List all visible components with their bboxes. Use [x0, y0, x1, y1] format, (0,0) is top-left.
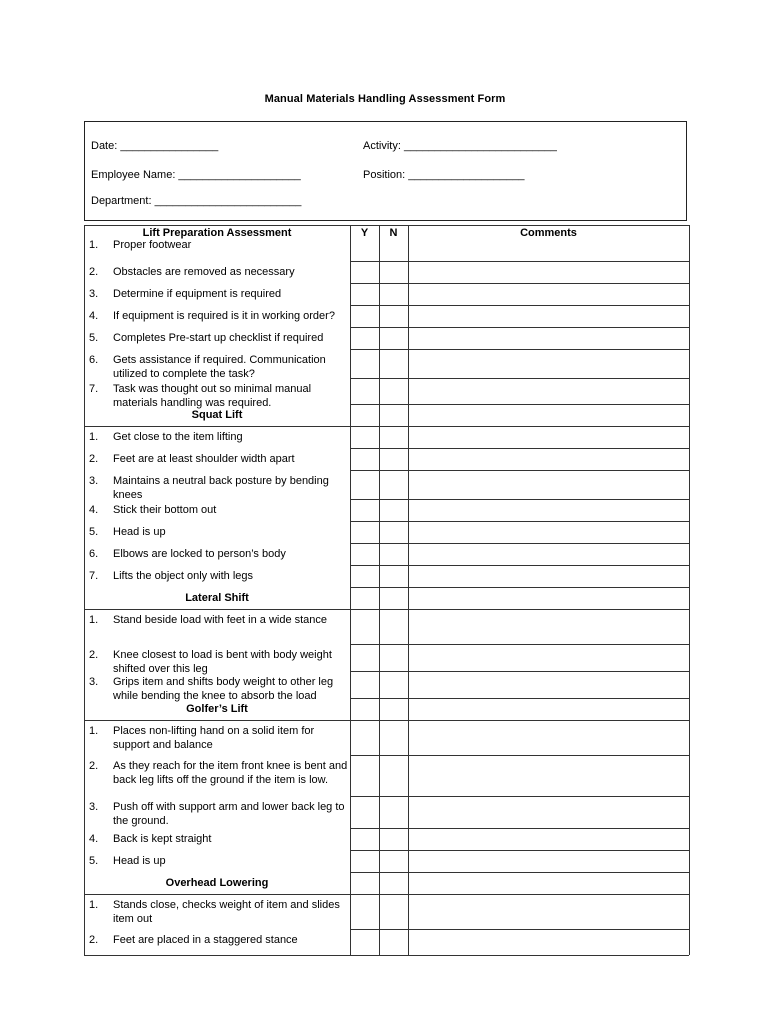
department-field[interactable]: Department: ________________________: [91, 195, 302, 207]
item-number: 4.: [89, 310, 99, 322]
item-text: Feet are placed in a staggered stance: [113, 934, 298, 946]
activity-field[interactable]: Activity: _________________________: [363, 140, 557, 152]
yes-checkbox-cell[interactable]: [351, 226, 378, 260]
no-checkbox-cell[interactable]: [380, 544, 407, 564]
yes-column-header: Y: [360, 227, 369, 239]
no-checkbox-cell[interactable]: [380, 756, 407, 795]
item-text: Places non-lifting hand on a solid item for support and balance: [113, 725, 315, 751]
item-text: As they reach for the item front knee is bent and back leg lifts off the ground if the item is low.: [113, 760, 348, 786]
yes-checkbox-cell[interactable]: [351, 328, 378, 348]
yes-checkbox-cell[interactable]: [351, 756, 378, 795]
item-number: 1.: [89, 725, 99, 737]
comments-cell[interactable]: [409, 522, 688, 542]
no-checkbox-cell[interactable]: [380, 566, 407, 586]
item-text: Get close to the item lifting: [113, 431, 243, 443]
no-checkbox-cell[interactable]: [380, 284, 407, 304]
item-number: 4.: [89, 833, 99, 845]
row-divider: [350, 404, 689, 405]
yes-checkbox-cell[interactable]: [351, 379, 378, 403]
yes-checkbox-cell[interactable]: [351, 471, 378, 498]
no-checkbox-cell[interactable]: [380, 306, 407, 326]
employee-info-box: [84, 121, 687, 221]
yes-checkbox-cell[interactable]: [351, 851, 378, 871]
comments-cell[interactable]: [409, 672, 688, 697]
yes-checkbox-cell[interactable]: [351, 449, 378, 469]
yes-checkbox-cell[interactable]: [351, 829, 378, 849]
no-column-header: N: [389, 227, 398, 239]
item-number: 3.: [89, 676, 99, 688]
item-text: Feet are at least shoulder width apart: [113, 453, 295, 465]
no-checkbox-cell[interactable]: [380, 645, 407, 670]
item-number: 5.: [89, 526, 99, 538]
comments-cell[interactable]: [409, 645, 688, 670]
row-divider: [350, 872, 689, 873]
item-number: 3.: [89, 475, 99, 487]
yes-checkbox-cell[interactable]: [351, 645, 378, 670]
comments-cell[interactable]: [409, 328, 688, 348]
comments-cell[interactable]: [409, 851, 688, 871]
comments-cell[interactable]: [409, 797, 688, 827]
item-text: If equipment is required is it in working order?: [113, 310, 335, 322]
yes-checkbox-cell[interactable]: [351, 672, 378, 697]
item-text: Obstacles are removed as necessary: [113, 266, 295, 278]
item-number: 1.: [89, 239, 99, 251]
comments-cell[interactable]: [409, 350, 688, 377]
comments-cell[interactable]: [409, 471, 688, 498]
yes-checkbox-cell[interactable]: [351, 721, 378, 754]
comments-cell[interactable]: [409, 895, 688, 928]
yes-checkbox-cell[interactable]: [351, 350, 378, 377]
no-checkbox-cell[interactable]: [380, 262, 407, 282]
comments-cell[interactable]: [409, 721, 688, 754]
section-title: Lateral Shift: [185, 592, 249, 604]
item-text: Maintains a neutral back posture by bending knees: [113, 475, 329, 501]
item-number: 2.: [89, 760, 99, 772]
assessment-column-header: Lift Preparation Assessment: [142, 227, 292, 239]
item-text: Lifts the object only with legs: [113, 570, 254, 582]
date-field[interactable]: Date: ________________: [91, 140, 219, 152]
yes-checkbox-cell[interactable]: [351, 522, 378, 542]
no-checkbox-cell[interactable]: [380, 851, 407, 871]
comments-cell[interactable]: [409, 610, 688, 643]
column-divider: [350, 225, 351, 955]
yes-checkbox-cell[interactable]: [351, 500, 378, 520]
item-text: Stands close, checks weight of item and slides item out: [113, 899, 340, 925]
form-title: Manual Materials Handling Assessment Form: [264, 93, 506, 105]
employee-name-field[interactable]: Employee Name: ____________________: [91, 169, 301, 181]
item-number: 7.: [89, 570, 99, 582]
no-checkbox-cell[interactable]: [380, 522, 407, 542]
item-number: 2.: [89, 934, 99, 946]
yes-checkbox-cell[interactable]: [351, 895, 378, 928]
no-checkbox-cell[interactable]: [380, 226, 407, 260]
yes-checkbox-cell[interactable]: [351, 306, 378, 326]
column-divider: [408, 225, 409, 955]
item-number: 6.: [89, 548, 99, 560]
item-text: Proper footwear: [113, 239, 192, 251]
item-text: Head is up: [113, 855, 166, 867]
item-text: Completes Pre-start up checklist if required: [113, 332, 324, 344]
item-number: 6.: [89, 354, 99, 366]
item-number: 5.: [89, 855, 99, 867]
item-text: Elbows are locked to person’s body: [113, 548, 286, 560]
item-text: Grips item and shifts body weight to other leg while bending the knee to absorb the load: [113, 676, 334, 702]
item-text: Head is up: [113, 526, 166, 538]
comments-cell[interactable]: [409, 262, 688, 282]
item-number: 1.: [89, 614, 99, 626]
no-checkbox-cell[interactable]: [380, 721, 407, 754]
comments-cell[interactable]: [409, 544, 688, 564]
no-checkbox-cell[interactable]: [380, 379, 407, 403]
item-text: Task was thought out so minimal manual materials handling was required.: [113, 383, 312, 409]
comments-cell[interactable]: [409, 829, 688, 849]
row-divider: [350, 698, 689, 699]
item-number: 5.: [89, 332, 99, 344]
comments-cell[interactable]: [409, 379, 688, 403]
item-text: Stand beside load with feet in a wide stance: [113, 614, 328, 626]
item-text: Back is kept straight: [113, 833, 212, 845]
no-checkbox-cell[interactable]: [380, 930, 407, 954]
yes-checkbox-cell[interactable]: [351, 566, 378, 586]
item-text: Gets assistance if required. Communication utilized to complete the task?: [113, 354, 326, 380]
comments-cell[interactable]: [409, 930, 688, 954]
yes-checkbox-cell[interactable]: [351, 427, 378, 447]
yes-checkbox-cell[interactable]: [351, 930, 378, 954]
item-text: Knee closest to load is bent with body weight shifted over this leg: [113, 649, 332, 675]
item-number: 3.: [89, 288, 99, 300]
yes-checkbox-cell[interactable]: [351, 544, 378, 564]
comments-cell[interactable]: [409, 449, 688, 469]
item-number: 1.: [89, 899, 99, 911]
no-checkbox-cell[interactable]: [380, 500, 407, 520]
section-title: Squat Lift: [191, 409, 243, 421]
item-number: 2.: [89, 266, 99, 278]
item-number: 4.: [89, 504, 99, 516]
item-number: 2.: [89, 649, 99, 661]
yes-checkbox-cell[interactable]: [351, 797, 378, 827]
table-left-border: [84, 225, 85, 955]
comments-cell[interactable]: [409, 306, 688, 326]
item-number: 7.: [89, 383, 99, 395]
no-checkbox-cell[interactable]: [380, 350, 407, 377]
no-checkbox-cell[interactable]: [380, 797, 407, 827]
column-divider: [379, 225, 380, 955]
no-checkbox-cell[interactable]: [380, 829, 407, 849]
yes-checkbox-cell[interactable]: [351, 262, 378, 282]
position-field[interactable]: Position: ___________________: [363, 169, 525, 181]
section-title: Golfer’s Lift: [186, 703, 248, 715]
item-number: 1.: [89, 431, 99, 443]
comments-cell[interactable]: [409, 427, 688, 447]
comments-cell[interactable]: [409, 226, 688, 260]
table-bottom-border: [84, 955, 689, 956]
table-right-border: [689, 225, 690, 955]
no-checkbox-cell[interactable]: [380, 471, 407, 498]
no-checkbox-cell[interactable]: [380, 895, 407, 928]
no-checkbox-cell[interactable]: [380, 328, 407, 348]
item-text: Determine if equipment is required: [113, 288, 282, 300]
comments-cell[interactable]: [409, 756, 688, 795]
comments-cell[interactable]: [409, 500, 688, 520]
assessment-table: [84, 225, 689, 946]
yes-checkbox-cell[interactable]: [351, 284, 378, 304]
comments-cell[interactable]: [409, 566, 688, 586]
no-checkbox-cell[interactable]: [380, 449, 407, 469]
comments-cell[interactable]: [409, 284, 688, 304]
item-text: Stick their bottom out: [113, 504, 217, 516]
no-checkbox-cell[interactable]: [380, 427, 407, 447]
no-checkbox-cell[interactable]: [380, 672, 407, 697]
yes-checkbox-cell[interactable]: [351, 610, 378, 643]
item-number: 2.: [89, 453, 99, 465]
item-number: 3.: [89, 801, 99, 813]
row-divider: [350, 587, 689, 588]
no-checkbox-cell[interactable]: [380, 610, 407, 643]
comments-column-header: Comments: [520, 227, 577, 239]
section-title: Overhead Lowering: [165, 877, 269, 889]
item-text: Push off with support arm and lower back leg to the ground.: [113, 801, 345, 827]
